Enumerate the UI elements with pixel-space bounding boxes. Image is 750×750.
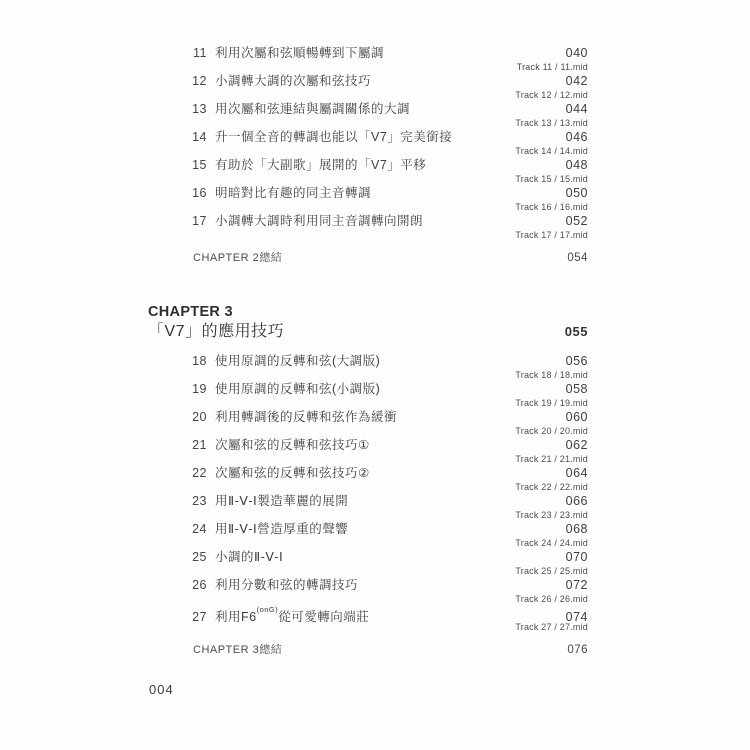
toc-item-title: 小調轉大調時利用同主音調轉向開朗 xyxy=(215,214,424,228)
toc-item-number: 27 xyxy=(192,610,207,625)
toc-item-title-sup: (onG) xyxy=(256,605,279,614)
toc-item-row xyxy=(148,605,588,625)
chapter-page: 055 xyxy=(564,324,588,339)
toc-item-row xyxy=(148,521,588,538)
toc-item-page: 066 xyxy=(565,494,588,508)
toc-item-track: Track 26 / 26.mid xyxy=(515,594,588,604)
toc-item-number: 16 xyxy=(192,186,207,200)
toc-items-section xyxy=(148,45,588,241)
toc-item-title: 明暗對比有趣的同主音轉調 xyxy=(215,186,372,200)
toc-item xyxy=(148,45,588,73)
toc-item xyxy=(148,521,588,549)
toc-item-row xyxy=(148,213,588,230)
toc-item xyxy=(148,157,588,185)
toc-item-row xyxy=(148,101,588,118)
toc-item xyxy=(148,381,588,409)
toc-item-page: 040 xyxy=(565,46,588,60)
toc-item xyxy=(148,493,588,521)
toc-item-row xyxy=(148,185,588,202)
toc-item-track: Track 14 / 14.mid xyxy=(515,146,588,156)
toc-item-row xyxy=(148,45,588,62)
chapter-summary-page: 054 xyxy=(567,252,588,264)
toc-item xyxy=(148,409,588,437)
toc-item-row xyxy=(148,493,588,510)
toc-item-title: 用Ⅱ-Ⅴ-Ⅰ營造厚重的聲響 xyxy=(215,522,349,536)
toc-item-page: 044 xyxy=(565,102,588,116)
toc-item-page: 074 xyxy=(565,610,588,625)
toc-item-number: 15 xyxy=(192,158,207,172)
toc-item-title: 利用次屬和弦順暢轉到下屬調 xyxy=(215,46,385,60)
toc-item-track: Track 19 / 19.mid xyxy=(515,398,588,408)
toc-item xyxy=(148,213,588,241)
toc-item-track: Track 16 / 16.mid xyxy=(515,202,588,212)
toc-item-title: 用次屬和弦連結與屬調關係的大調 xyxy=(215,102,411,116)
toc-item-number: 25 xyxy=(192,550,207,564)
toc-item-page: 070 xyxy=(565,550,588,564)
toc-item-title: 利用分數和弦的轉調技巧 xyxy=(215,578,359,592)
toc-item xyxy=(148,577,588,605)
toc-item xyxy=(148,549,588,577)
toc-item-page: 046 xyxy=(565,130,588,144)
toc-item xyxy=(148,465,588,493)
toc-item-number: 19 xyxy=(192,382,207,396)
table-of-contents xyxy=(148,40,588,657)
chapter-summary-row xyxy=(148,251,588,265)
toc-item-number: 23 xyxy=(192,494,207,508)
toc-item-number: 20 xyxy=(192,410,207,424)
chapter-heading xyxy=(148,303,588,341)
toc-item-page: 068 xyxy=(565,522,588,536)
toc-item-row xyxy=(148,129,588,146)
toc-item-page: 062 xyxy=(565,438,588,452)
toc-item-track: Track 12 / 12.mid xyxy=(515,90,588,100)
toc-item-row xyxy=(148,73,588,90)
toc-item-track: Track 11 / 11.mid xyxy=(516,62,588,72)
toc-item xyxy=(148,353,588,381)
toc-item-row xyxy=(148,409,588,426)
toc-item-row xyxy=(148,549,588,566)
toc-item-page: 072 xyxy=(565,578,588,592)
toc-item-title-part: 利用F6 xyxy=(215,610,257,625)
toc-item-track: Track 22 / 22.mid xyxy=(515,482,588,492)
toc-item-title: 用Ⅱ-Ⅴ-Ⅰ製造華麗的展開 xyxy=(215,494,349,508)
toc-item xyxy=(148,129,588,157)
toc-item-track: Track 24 / 24.mid xyxy=(515,538,588,548)
toc-items-section xyxy=(148,353,588,633)
toc-item-row xyxy=(148,381,588,398)
toc-item-number: 22 xyxy=(192,466,207,480)
toc-item-track: Track 13 / 13.mid xyxy=(515,118,588,128)
toc-item-page: 042 xyxy=(565,74,588,88)
toc-item-number: 21 xyxy=(192,438,207,452)
toc-item-number: 14 xyxy=(192,130,207,144)
toc-item-title: 次屬和弦的反轉和弦技巧① xyxy=(215,438,370,452)
toc-item-track: Track 21 / 21.mid xyxy=(515,454,588,464)
toc-item-title: 有助於「大副歌」展開的「V7」平移 xyxy=(215,158,427,172)
toc-item-number: 17 xyxy=(192,214,207,228)
chapter-summary-page: 076 xyxy=(567,644,588,656)
toc-item-number: 18 xyxy=(192,354,207,368)
toc-item-track: Track 27 / 27.mid xyxy=(515,622,588,632)
toc-item-page: 048 xyxy=(565,158,588,172)
toc-item-row xyxy=(148,353,588,370)
toc-item-title: 利用轉調後的反轉和弦作為緩衝 xyxy=(215,410,398,424)
toc-item-page: 050 xyxy=(565,186,588,200)
toc-item-number: 11 xyxy=(193,46,207,60)
toc-item-track: Track 18 / 18.mid xyxy=(515,370,588,380)
toc-item-track: Track 15 / 15.mid xyxy=(515,174,588,184)
toc-item-title: 使用原調的反轉和弦(小調版) xyxy=(215,382,381,396)
toc-item-title xyxy=(215,605,566,626)
toc-item-number: 24 xyxy=(192,522,207,536)
toc-item-page: 060 xyxy=(565,410,588,424)
toc-item xyxy=(148,73,588,101)
toc-item-page: 056 xyxy=(565,354,588,368)
toc-item-title: 升一個全音的轉調也能以「V7」完美銜接 xyxy=(215,130,453,144)
toc-item-title-part: 從可愛轉向端莊 xyxy=(278,610,370,625)
toc-item-row xyxy=(148,577,588,594)
chapter-summary-label: CHAPTER 2總結 xyxy=(193,252,283,264)
toc-item xyxy=(148,101,588,129)
toc-item-track: Track 20 / 20.mid xyxy=(515,426,588,436)
chapter-title: 「V7」的應用技巧 xyxy=(148,323,285,340)
toc-item-number: 26 xyxy=(192,578,207,592)
toc-item-row xyxy=(148,437,588,454)
toc-item-track: Track 17 / 17.mid xyxy=(515,230,588,240)
toc-item-track: Track 25 / 25.mid xyxy=(515,566,588,576)
toc-item-number: 12 xyxy=(192,74,207,88)
toc-item-number: 13 xyxy=(192,102,207,116)
toc-item-title: 次屬和弦的反轉和弦技巧② xyxy=(215,466,370,480)
toc-item-track: Track 23 / 23.mid xyxy=(515,510,588,520)
page-number: 004 xyxy=(149,682,174,697)
chapter-summary-row xyxy=(148,643,588,657)
toc-item-title: 小調的Ⅱ-Ⅴ-Ⅰ xyxy=(215,550,284,564)
chapter-summary-label: CHAPTER 3總結 xyxy=(193,644,283,656)
toc-item-row xyxy=(148,465,588,482)
toc-item-title: 使用原調的反轉和弦(大調版) xyxy=(215,354,381,368)
toc-item-page: 052 xyxy=(565,214,588,228)
toc-item xyxy=(148,185,588,213)
toc-item xyxy=(148,437,588,465)
toc-item-page: 064 xyxy=(565,466,588,480)
toc-item-title: 小調轉大調的次屬和弦技巧 xyxy=(215,74,372,88)
toc-item-row xyxy=(148,157,588,174)
chapter-title-row xyxy=(148,322,588,341)
toc-item-page: 058 xyxy=(565,382,588,396)
chapter-label: CHAPTER 3 xyxy=(148,304,233,320)
toc-item xyxy=(148,605,588,633)
